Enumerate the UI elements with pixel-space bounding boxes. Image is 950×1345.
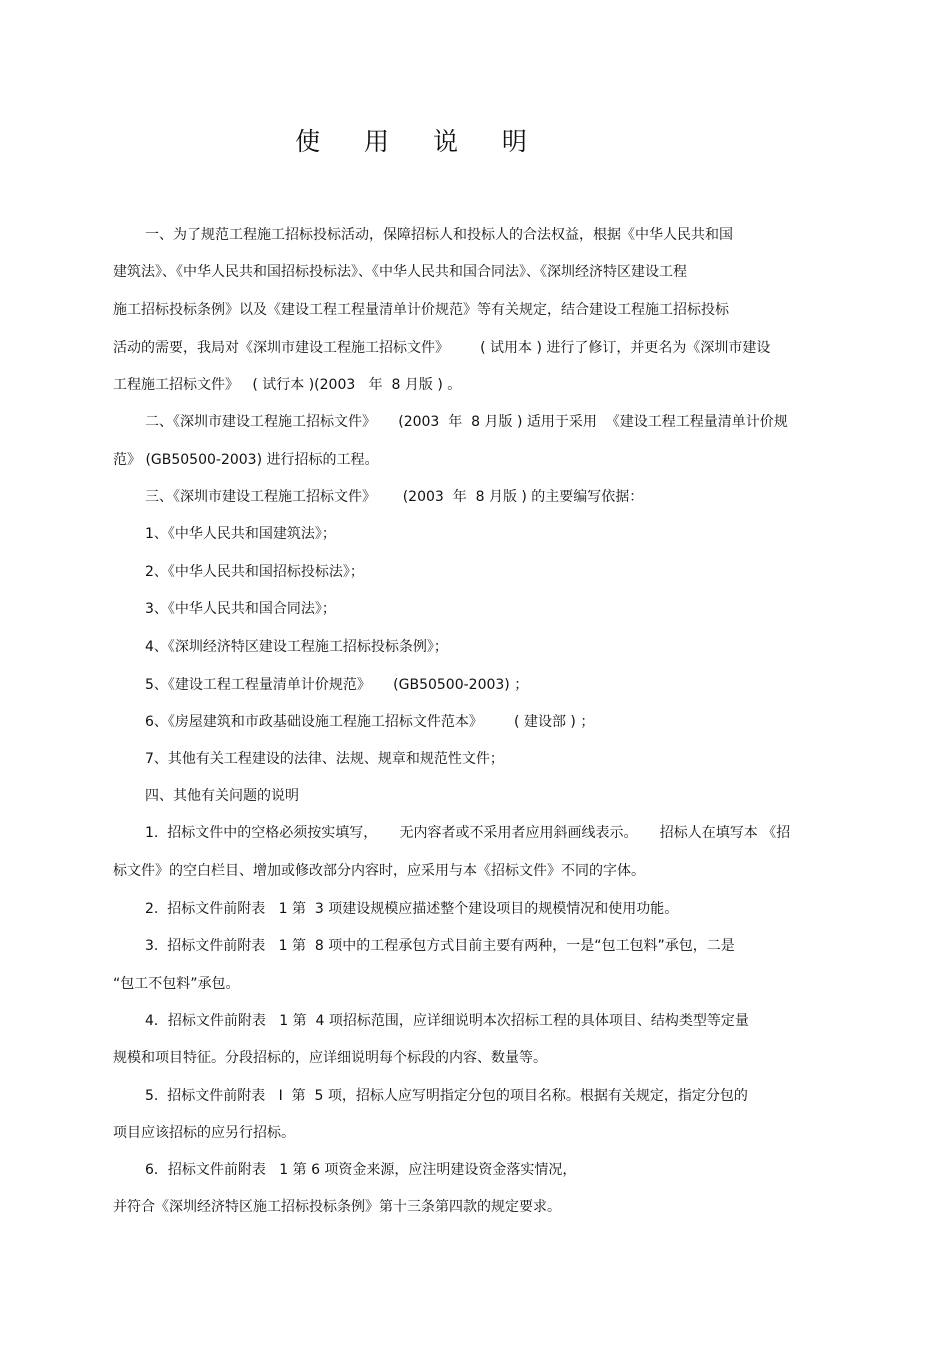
list-item: 2、《中华人民共和国招标投标法》； (145, 564, 364, 580)
list-item: 7、其他有关工程建设的法律、法规、规章和规范性文件； (145, 751, 504, 767)
list-item: 6、《房屋建筑和市政基础设施工程施工招标文件范本》 ( 建设部 ) ； (145, 714, 595, 730)
paragraph-line: 3. 招标文件前附表 1 第 8 项中的工程承包方式目前主要有两种，一是“包工包料”承包，二是 (145, 938, 735, 954)
paragraph-line: 二、《深圳市建设工程施工招标文件》 (2003 年 8 月版 ) 适用于采用 《建设工程工程量清单计价规 (145, 414, 788, 430)
paragraph-line: 活动的需要，我局对《深圳市建设工程施工招标文件》 ( 试用本 ) 进行了修订，并更名为《深圳市建设 (113, 340, 771, 356)
document-title: 使 用 说 明 (295, 127, 545, 156)
paragraph-line: 1. 招标文件中的空格必须按实填写， 无内容者或不采用者应用斜画线表示。 招标人在填写本 《招 (145, 825, 791, 841)
paragraph-line: 2. 招标文件前附表 1 第 3 项建设规模应描述整个建设项目的规模情况和使用功能。 (145, 901, 679, 917)
paragraph-line: 范》 (GB50500-2003) 进行招标的工程。 (113, 452, 379, 468)
paragraph-line: 6．招标文件前附表 1 第 6 项资金来源，应注明建设资金落实情况， (145, 1162, 577, 1178)
paragraph-line: 规模和项目特征。分段招标的，应详细说明每个标段的内容、数量等。 (113, 1050, 547, 1066)
paragraph-line: 工程施工招标文件》 ( 试行本 )(2003 年 8 月版 ) 。 (113, 377, 462, 393)
paragraph-line: 一、为了规范工程施工招标投标活动，保障招标人和投标人的合法权益，根据《中华人民共和国 (145, 227, 733, 243)
paragraph-line: 三、《深圳市建设工程施工招标文件》 (2003 年 8 月版 ) 的主要编写依据： (145, 489, 644, 505)
paragraph-line: 4．招标文件前附表 1 第 4 项招标范围，应详细说明本次招标工程的具体项目、结构类型等定量 (145, 1013, 749, 1029)
list-item: 4、《深圳经济特区建设工程施工招标投标条例》； (145, 639, 448, 655)
paragraph-line: 项目应该招标的应另行招标。 (113, 1125, 295, 1141)
list-item: 3、《中华人民共和国合同法》； (145, 601, 336, 617)
list-item: 1、《中华人民共和国建筑法》； (145, 526, 336, 542)
list-item: 5、《建设工程工程量清单计价规范》 (GB50500-2003) ； (145, 677, 529, 693)
paragraph-line: 5. 招标文件前附表 I 第 5 项，招标人应写明指定分包的项目名称。根据有关规定，指定分包的 (145, 1088, 748, 1104)
paragraph-line: 并符合《深圳经济特区施工招标投标条例》第十三条第四款的规定要求。 (113, 1199, 561, 1215)
paragraph-line: “包工不包料”承包。 (113, 976, 240, 992)
section-heading: 四、其他有关问题的说明 (145, 788, 299, 804)
paragraph-line: 建筑法》、《中华人民共和国招标投标法》、《中华人民共和国合同法》、《深圳经济特区建设工程 (113, 264, 687, 280)
paragraph-line: 标文件》的空白栏目、增加或修改部分内容时，应采用与本《招标文件》不同的字体。 (113, 863, 645, 879)
paragraph-line: 施工招标投标条例》以及《建设工程工程量清单计价规范》等有关规定，结合建设工程施工招标投标 (113, 302, 729, 318)
